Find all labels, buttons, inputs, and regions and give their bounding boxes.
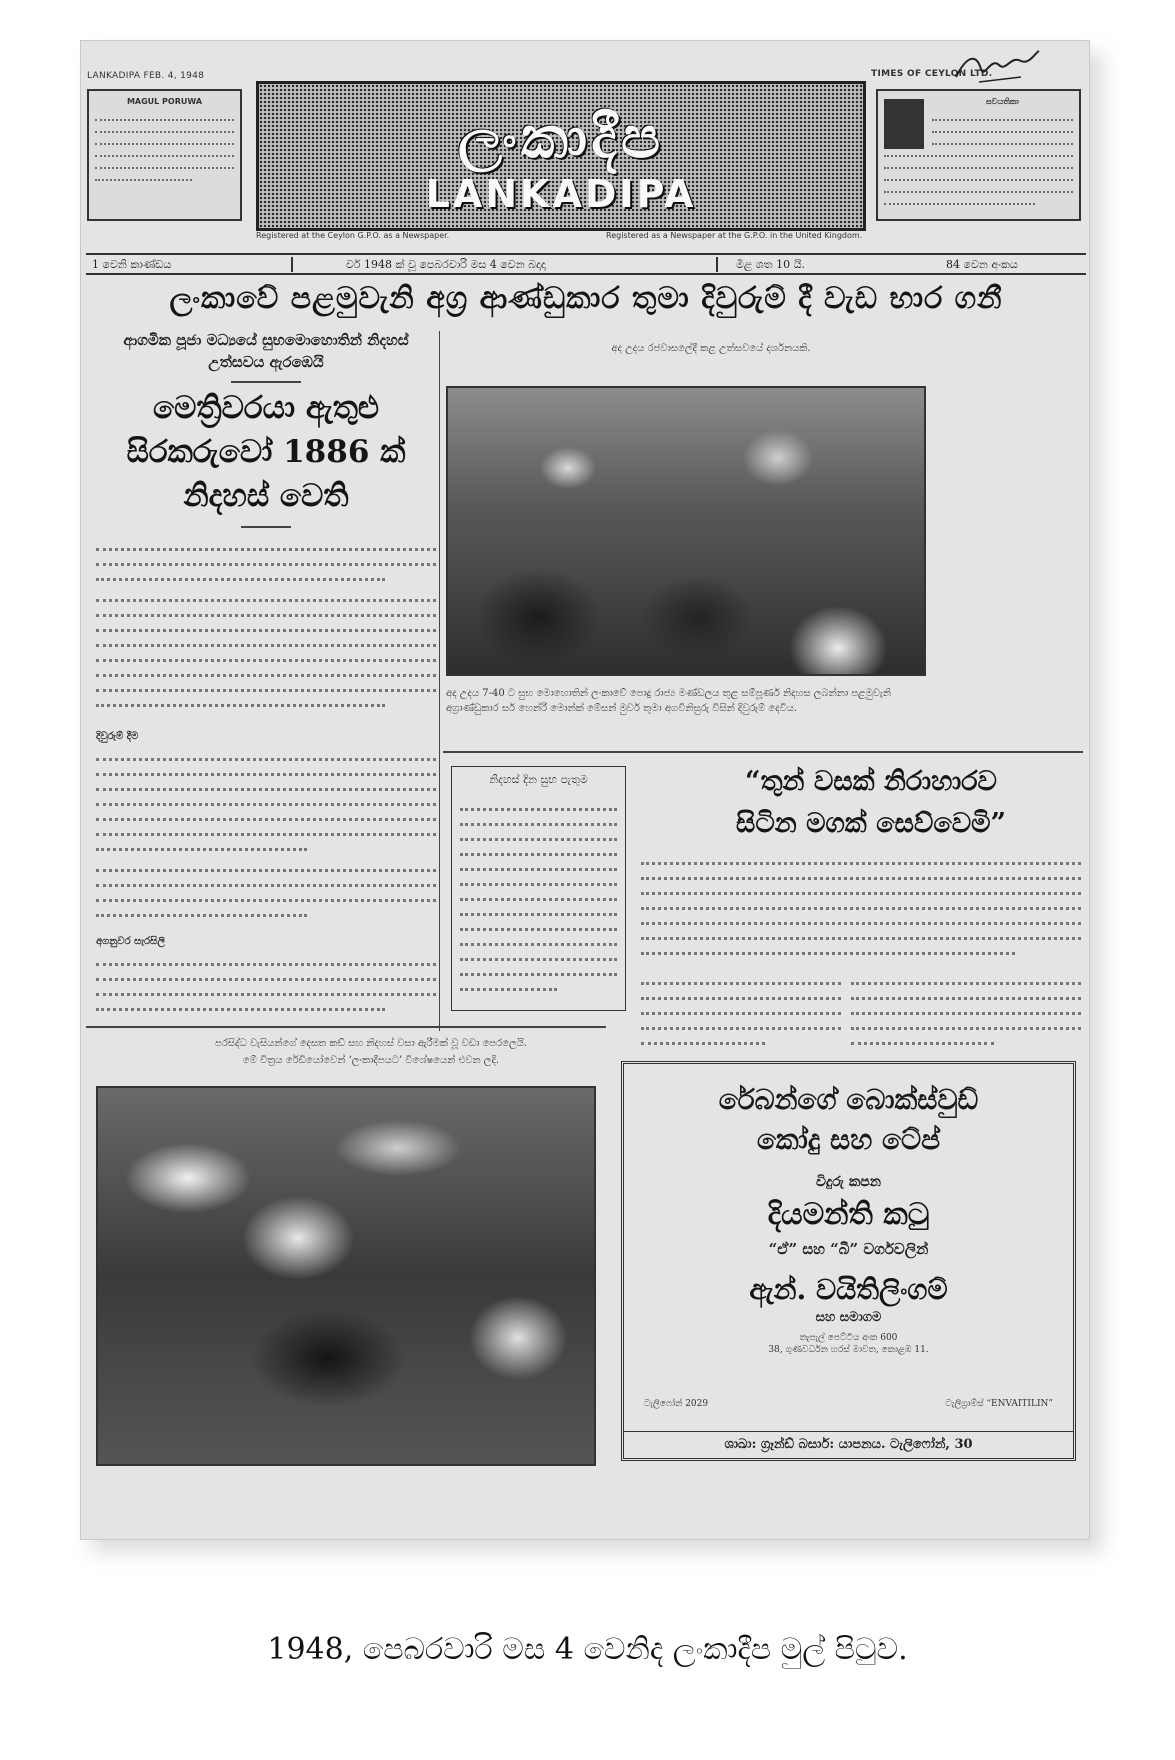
prisoners-headline-line3: නිදහස් වෙති [183,478,349,514]
left-ear-title: MAGUL PORUWA [126,97,203,106]
sub-headline-left: ආගමික පූජා මධ්‍යයේ සුභමොහොතින් නිදහස් උත්සවය ඇරඹෙයි [123,331,409,371]
divider [241,526,291,528]
hunger-strike-line1: “තුන් වසක් නිරාහාරව [745,766,997,797]
ad-company-suffix: සහ සමාගම [815,1310,882,1325]
prisoners-headline-line2: සිරකරුවෝ 1886 ක් [126,434,406,470]
hunger-strike-line2: සිටින මගක් සෙව්වෙමි” [735,808,1007,839]
greetings-box-text [460,797,617,992]
publisher-label: TIMES OF CEYLON LTD. [871,69,993,79]
divider [231,381,301,383]
right-ear-title: සවයතිකා [986,97,1019,106]
ad-branch: ශාඛා: ග්‍රෑන්ඩ් බසාර්: යාපනය. ටැලිෆෝන්, 30 [624,1431,1073,1452]
ad-telegram [945,1399,1053,1409]
column-rule [439,331,440,1031]
price-label: මිළ ශත 10 යි. [736,258,805,271]
dateline [86,253,1086,275]
main-headline: ලංකාවේ පළමුවැනි අග්‍ර ආණ්ඩුකාර තුමා දිවුරුම් දී වැඩ භාර ගනී [169,281,1003,316]
ad-company-name: ඇන්. වයිතිලිංගම් [749,1273,948,1306]
article-decorations-text [96,952,436,1012]
row-rule [86,1026,606,1028]
hunger-strike-text [641,851,1081,956]
row-rule [443,751,1083,753]
date-label: වර් 1948 ක් වූ පෙබරවාරි මස 4 වෙන බදාදා [346,258,546,271]
greetings-box-title: නිදහස් දින සුභ පැතුම [489,773,588,786]
ad-line5: “ඒ” සහ “බී” වර්ගවලින් [768,1240,929,1258]
article-prisoners-text [96,537,436,708]
advertisement-box [621,1061,1076,1461]
greetings-box [451,766,626,1011]
ad-line3: විදුරු කපන [815,1174,882,1190]
volume-label: 1 වෙනි කාණ්ඩය [92,258,172,271]
masthead-banner [256,81,866,231]
registration-right: Registered as a Newspaper at the G.P.O. in the United Kingdom. [606,231,863,240]
prisoners-headline [96,386,436,518]
right-ear-box [876,89,1081,221]
section-oath: දිවුරුම් දීම [96,731,139,742]
article-oath-text [96,747,436,918]
ad-line1: රේබන්ගේ බොක්ස්වුඩ් [718,1083,979,1116]
photo2-caption-line2: මේ චිත්‍රය රේඩියෝවෙන් ‘ලංකාදීපයට’ විශේෂයෙන් එවන ලදි. [242,1055,500,1066]
photo2-caption-line1: පරසිද්ධ වැසියන්ගේ දෙසත කඩ් සහ නිදහස් වසා ඇරීමක් වූ වඩා පෙරලෙයි. [214,1038,528,1049]
ad-contact-row [644,1399,1053,1409]
masthead-date: LANKADIPA FEB. 4, 1948 [87,71,205,81]
ad-telegram-label: ටැලිග්‍රාම්ස් [945,1399,984,1409]
ad-telegram-value: “ENVAITILIN” [986,1399,1053,1409]
hunger-strike-text-col2 [851,971,1081,1046]
image-caption: 1948, පෙබරවාරි මස 4 වෙනිද ලංකාදීප මුල් පිටුව. [267,1632,908,1667]
ad-line2: කෝදු සහ ටේප් [756,1123,941,1156]
ad-address: 38, ගුණවර්ධන හරස් මාවත, කොළඹ 11. [768,1345,929,1355]
newspaper-page [80,40,1090,1540]
hunger-strike-headline [656,761,1086,845]
ad-po-box: තැපැල් පෙට්ටිය අංක 600 [799,1333,898,1343]
registration-left: Registered at the Ceylon G.P.O. as a Newspaper. [256,231,450,240]
prisoners-headline-line1: මෙත්‍රිවරයා ඇතුළු [153,390,379,426]
masthead-title-sinhala: ලංකාදීප [457,103,665,171]
ceremony-photo-caption: අද උදය 7-40 ට සුභ මොහොතින් ලංකාවේ පොදු රාජ්‍ය මණ්ඩලය තුළ සම්පූර්ණ නිදහස ලබන්නා පළමුවැනි අග්‍රාණ්ඩුකාර සර් හෙන්රි මොන්ක් මේසන් මුවර් තුමා අගවිනිසුරු විසින් දිවුරුම් දෙවීය. [446,688,891,714]
section-decorations: අගනුවර සැරසිලි [96,936,165,947]
handwritten-signature [951,47,1041,87]
ad-phone: ටැලිෆෝන් 2029 [644,1399,709,1409]
bonfire-photo [96,1086,596,1466]
masthead-title-english: LANKADIPA [425,172,697,216]
hunger-strike-text-col1 [641,971,841,1046]
ad-line4: දියමන්ති කටු [767,1197,930,1232]
photo-title-right: අද උදය රජවාසලේදී කළ උත්සවයේ දර්ශනයකි. [611,343,811,354]
ear-logo [884,99,924,149]
left-ear-box [87,89,242,221]
issue-number: 84 වෙන අංකය [946,258,1018,271]
ceremony-photo [446,386,926,676]
